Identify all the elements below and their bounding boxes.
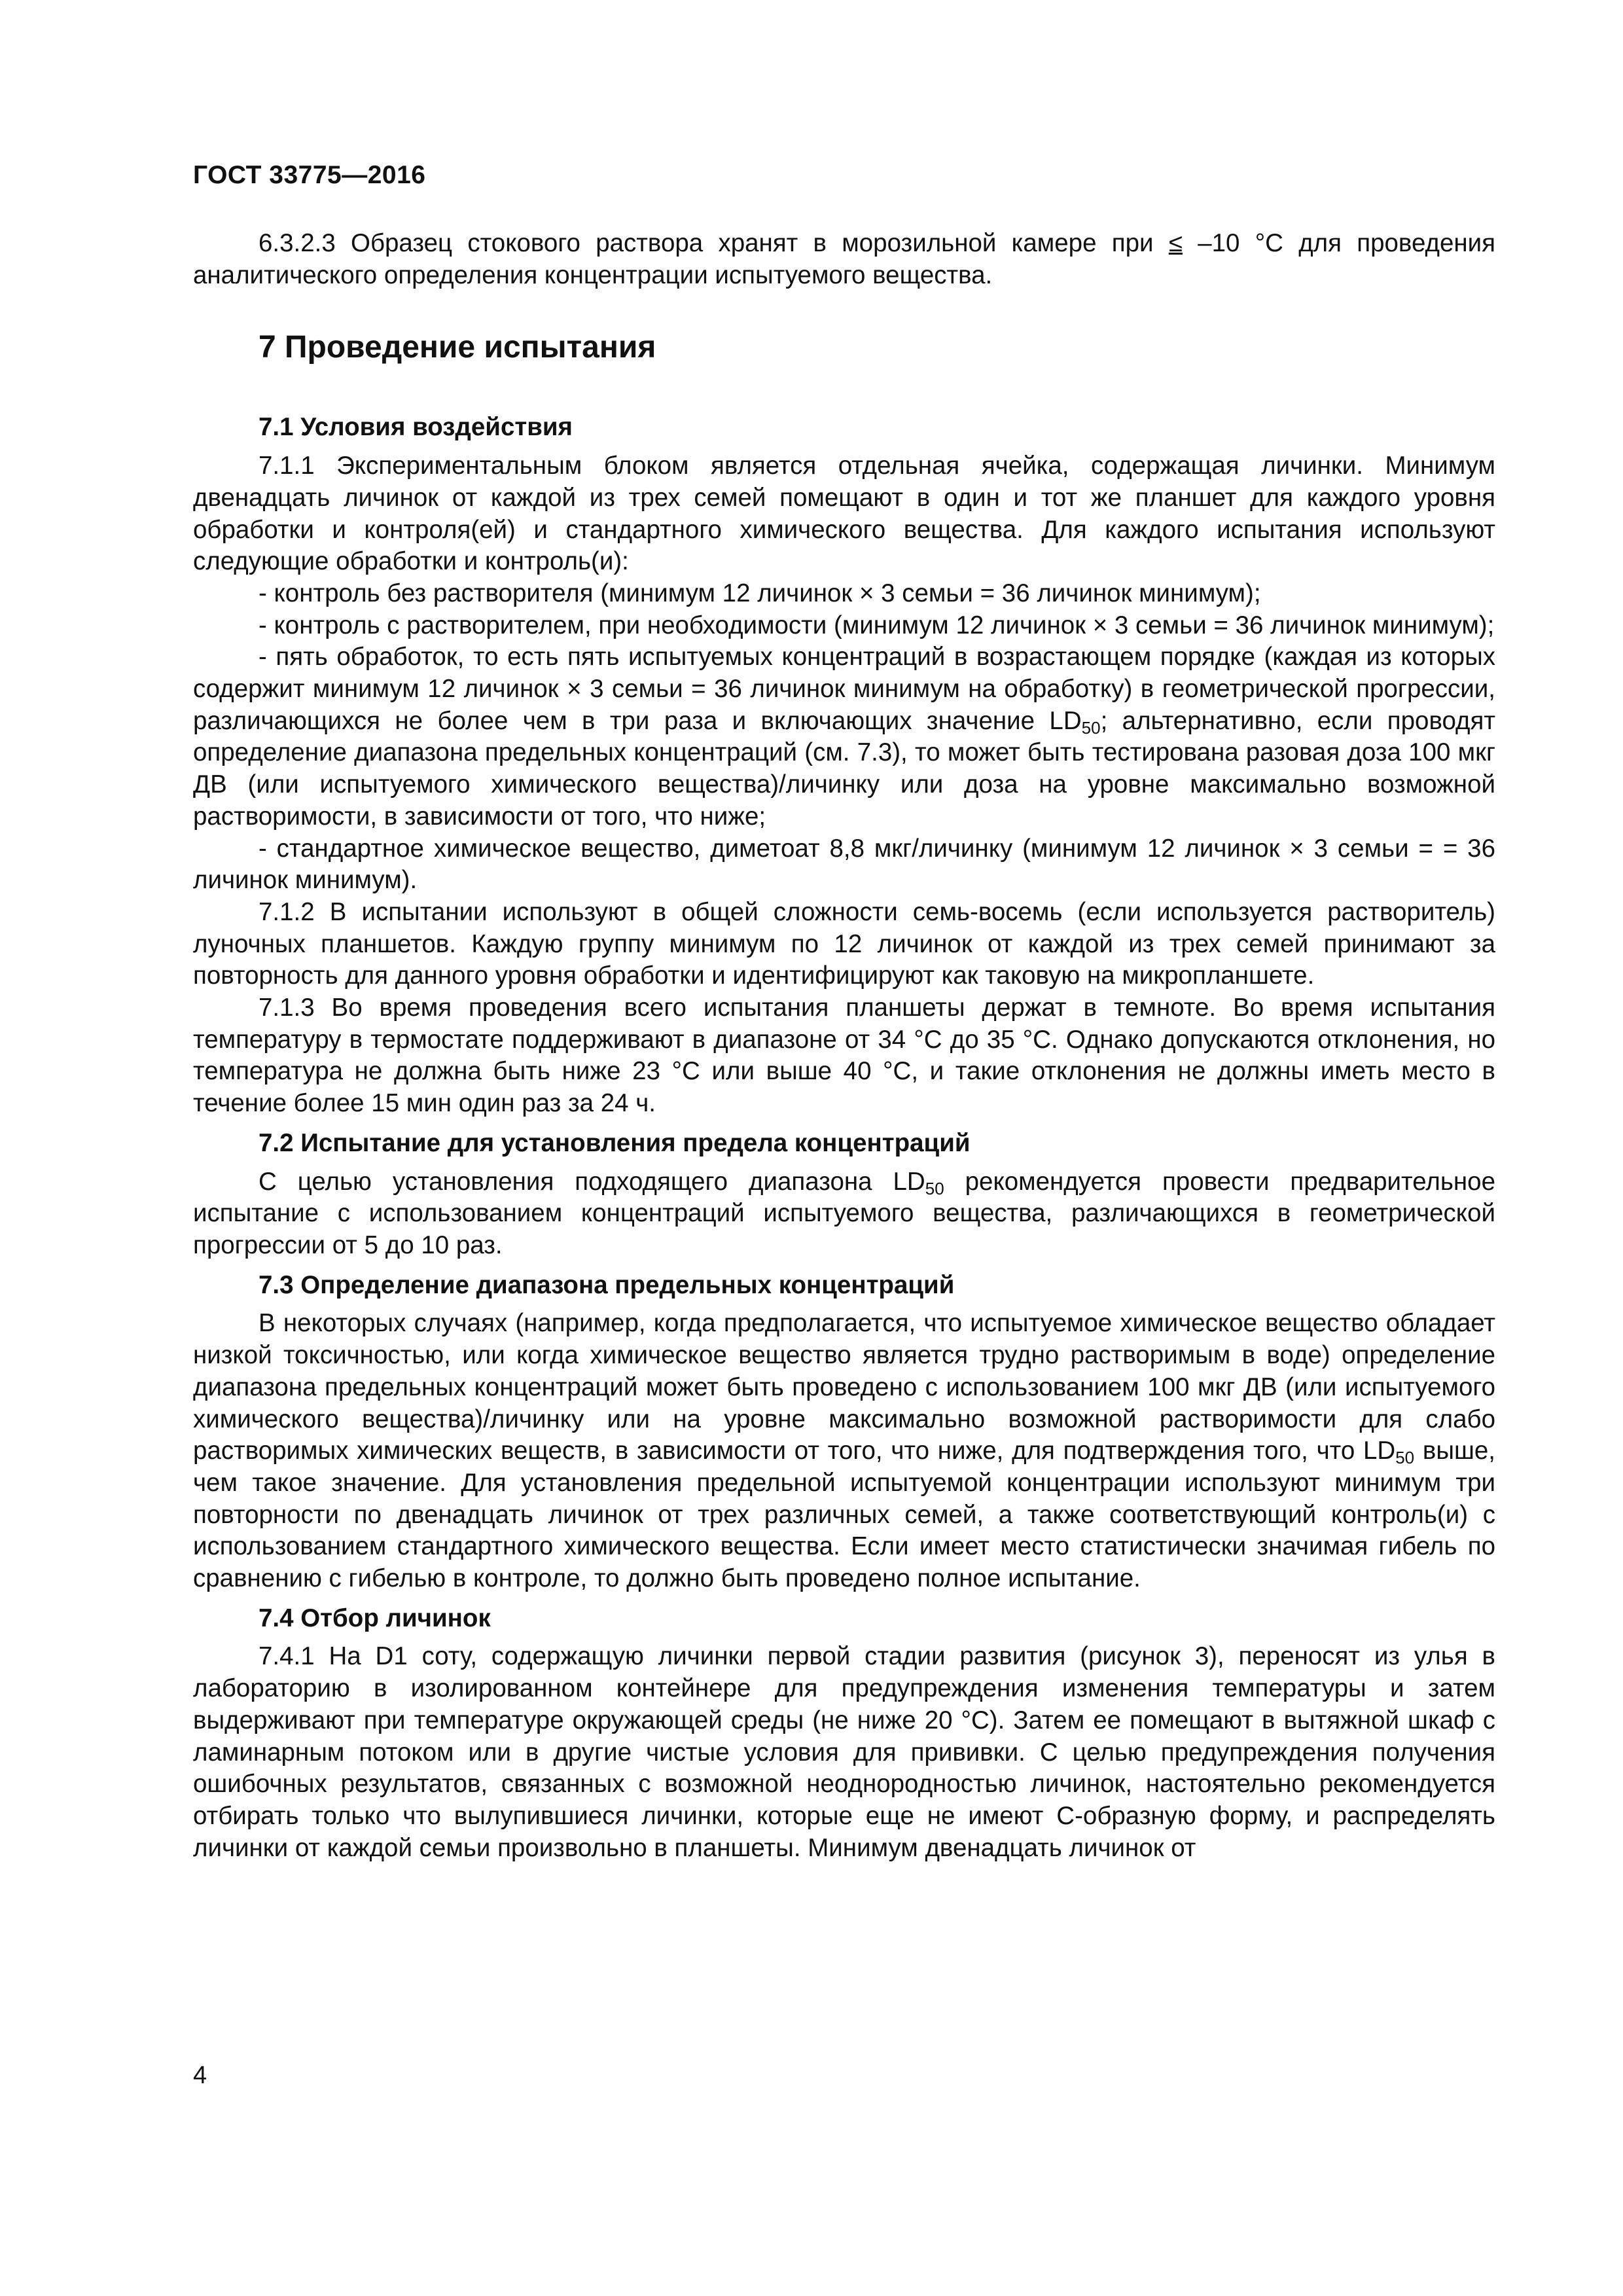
page-number: 4 — [193, 2062, 207, 2089]
document-id-header: ГОСТ 33775—2016 — [193, 161, 426, 189]
paragraph-7-2 — [193, 1166, 1495, 1262]
list-item-reference-substance: - стандартное химическое вещество, диметоат 8,8 мкг/личинку (минимум 12 личинок × 3 семьи = = 36 личинок минимум). — [193, 834, 1495, 895]
list-item-control-no-solvent: - контроль без растворителя (минимум 12 личинок × 3 семьи = 36 личинок минимум); — [259, 579, 1261, 607]
paragraph-7-3 — [193, 1308, 1495, 1594]
paragraph-7-1-3: 7.1.3 Во время проведения всего испытания планшеты держат в темноте. Во время испытания температуру в термостате поддерживают в диапазоне от 34 °С до 35 °С. Однако допускаются отклонения, но температура не должна быть ниже 23 °С или выше 40 °С, и такие отклонения не должны иметь место в течение более 15 мин один раз за 24 ч. — [193, 994, 1495, 1118]
section-7-heading: 7 Проведение испытания — [259, 330, 656, 365]
paragraph-7-1-1: 7.1.1 Экспериментальным блоком является отдельная ячейка, содержащая личинки. Минимум двенадцать личинок от каждой из трех семей помещают в один и тот же планшет для каждого уровня обработки и контроля(ей) и стандартного химического вещества. Для каждого испытания используют следующие обработки и контроль(и): — [193, 452, 1495, 576]
paragraph-text: 6.3.2.3 Образец стокового раствора хранят в морозильной камере при — [259, 229, 1169, 257]
subscript: 50 — [1395, 1448, 1415, 1468]
subscript: 50 — [925, 1178, 944, 1198]
paragraph-text: ; альтернативно, если проводят определение диапазона предельных концентраций (см. 7.3), то может быть тестирована разовая доза 100 мкг ДВ (или испытуемого химического вещества)/личинку или доза на уровне максимально возможной растворимости, в зависимости от того, что ниже; — [193, 706, 1495, 831]
less-equal-symbol: ≤ — [1168, 229, 1183, 257]
subsection-7-2-heading: 7.2 Испытание для установления предела концентраций — [259, 1128, 971, 1157]
paragraph-7-1-2: 7.1.2 В испытании используют в общей сложности семь-восемь (если используется растворитель) луночных планшетов. Каждую группу минимум по 12 личинок от каждой из трех семей принимают за повторность для данного уровня обработки и идентифицируют как таковую на микропланшете. — [193, 897, 1495, 990]
subsection-7-3-heading: 7.3 Определение диапазона предельных концентраций — [259, 1270, 955, 1299]
list-item-control-solvent: - контроль с растворителем, при необходимости (минимум 12 личинок × 3 семьи = 36 личинок минимум); — [259, 611, 1495, 639]
document-body — [193, 228, 1495, 1864]
paragraph-text: - пять обработок, то есть пять испытуемых концентраций в возрастающем порядке (каждая из которых содержит минимум 12 личинок × 3 семьи = 36 личинок минимум на обработку) в геометрической прогрессии, различающихся не более чем в три раза и включающих значение LD — [193, 643, 1495, 735]
paragraph-text: В некоторых случаях (например, когда предполагается, что испытуемое химическое вещество обладает низкой токсичностью, или когда химическое вещество является трудно растворимым в воде) определение диапазона предельных концентраций может быть проведено с использованием 100 мкг ДВ (или испытуемого химического вещества)/личинку или на уровне максимально возможной растворимости для слабо растворимых химических веществ, в зависимости от того, что ниже, для подтверждения того, что LD — [193, 1309, 1495, 1465]
paragraph-text: выше, чем такое значение. Для установления предельной испытуемой концентрации используют минимум три повторности по двенадцать личинок от трех различных семей, а также соответствующий контроль(и) с использованием стандартного химического вещества. Если имеет место статистически значимая гибель по сравнению с гибелью в контроле, то должно быть проведено полное испытание. — [193, 1437, 1495, 1593]
paragraph-7-4-1: 7.4.1 На D1 соту, содержащую личинки первой стадии развития (рисунок 3), переносят из улья в лабораторию в изолированном контейнере для предупреждения изменения температуры и затем выдерживают при температуре окружающей среды (не ниже 20 °С). Затем ее помещают в вытяжной шкаф с ламинарным потоком или в другие чистые условия для прививки. С целью предупреждения получения ошибочных результатов, связанных с возможной неоднородностью личинок, настоятельно рекомендуется отбирать только что вылупившиеся личинки, которые еще не имеют С-образную форму, и распределять личинки от каждой семьи произвольно в планшеты. Минимум двенадцать личинок от — [193, 1642, 1495, 1862]
subsection-7-4-heading: 7.4 Отбор личинок — [259, 1604, 491, 1632]
paragraph-text: рекомендуется провести предварительное испытание с использованием концентраций испытуемого вещества, различающихся в геометрической прогрессии от 5 до 10 раз. — [193, 1167, 1495, 1259]
subsection-7-1-heading: 7.1 Условия воздействия — [259, 413, 573, 442]
paragraph-6-3-2-3 — [193, 228, 1495, 291]
paragraph-text: С целью установления подходящего диапазона LD — [259, 1167, 925, 1196]
subscript: 50 — [1081, 717, 1101, 738]
paragraph-text: –10 °С для проведения аналитического определения концентрации испытуемого вещества. — [193, 229, 1496, 289]
list-item-five-treatments — [193, 641, 1495, 833]
